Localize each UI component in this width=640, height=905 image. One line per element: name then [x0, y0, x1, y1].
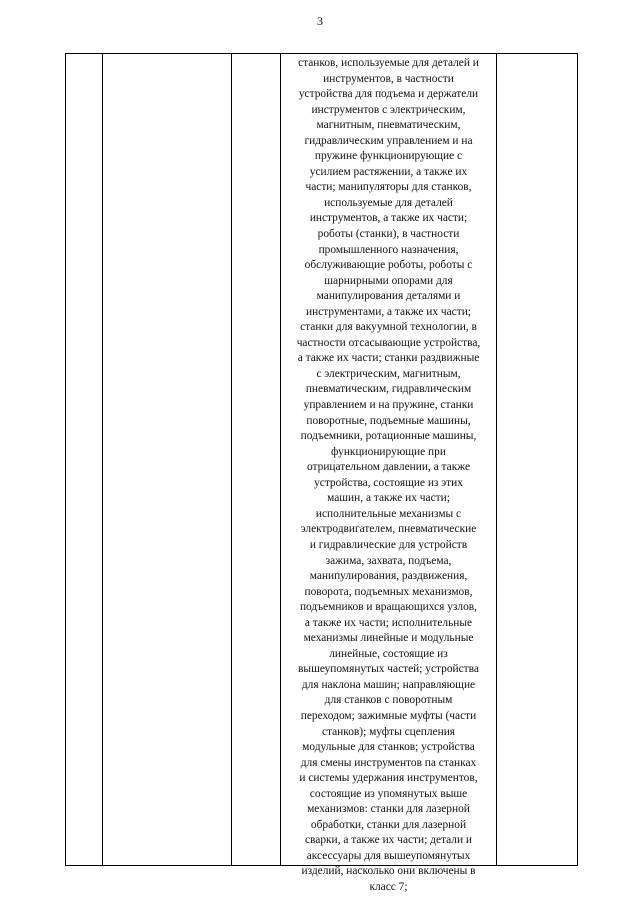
page-number: 3 — [317, 14, 323, 28]
description-line: зажима, захвата, подъема, — [325, 554, 452, 567]
description-line: станков); муфты сцепления — [321, 725, 456, 738]
description-line: усилием растяжении, а также их — [309, 165, 468, 178]
description-line: переходом; зажимные муфты (части — [300, 709, 477, 722]
column-divider — [102, 54, 103, 865]
description-line: пружине функционирующие с — [314, 150, 463, 163]
description-line: машин, а также их части; — [327, 492, 450, 505]
description-line: инструментами, а также их части; — [306, 305, 471, 318]
description-line: линейные, состоящие из — [329, 647, 448, 660]
description-line: класс 7; — [369, 880, 408, 893]
column-divider — [280, 54, 281, 865]
description-line: пневматическим, гидравлическим — [305, 383, 472, 396]
description-line: исполнительные механизмы с — [315, 507, 462, 520]
description-line: электродвигателем, пневматические — [300, 523, 477, 536]
description-line: манипулирования, раздвижения, — [309, 570, 468, 583]
description-line: используемые для деталей — [324, 196, 453, 209]
column-divider — [496, 54, 497, 865]
description-line: управлением и на пружине, станки — [303, 399, 474, 412]
description-line: состоящие из упомянутых выше — [309, 787, 468, 800]
description-line: для смены инструментов па станках — [300, 756, 477, 769]
description-line: шарнирными опорами для — [324, 274, 453, 287]
description-line: обработки, станки для лазерной — [310, 818, 467, 831]
description-line: модульные для станков; устройства — [302, 741, 475, 754]
description-line: сварки, а также их части; детали и — [304, 834, 472, 847]
description-line: инструментов, в частности — [323, 72, 454, 85]
description-line: станков, используемые для деталей и — [298, 57, 479, 69]
description-line: поворота, подъемных механизмов, — [304, 585, 473, 598]
description-line: частности отсасывающие устройства, — [296, 336, 481, 349]
description-line: подъемников и вращающихся узлов, — [299, 601, 478, 614]
description-line: для наклона машин; направляющие — [301, 678, 476, 691]
description-line: магнитным, пневматическим, — [316, 119, 461, 132]
description-line: гидравлическим управлением и на — [304, 134, 473, 147]
description-line: и гидравлические для устройств — [309, 538, 468, 551]
goods-description-cell — [282, 56, 495, 896]
description-line: станки для вакуумной технологии, в — [300, 321, 477, 334]
goods-table — [65, 53, 578, 893]
description-line: и системы удержания инструментов, — [299, 772, 478, 785]
description-line: обслуживающие роботы, роботы с — [304, 259, 473, 272]
description-line: устройства для подъема и держатели — [298, 88, 479, 101]
description-line: роботы (станки), в частности — [317, 228, 460, 241]
column-divider — [231, 54, 232, 865]
description-line: аксессуары для вышеупомянутых — [306, 849, 471, 862]
description-line: с электрическим, магнитным, — [316, 367, 461, 380]
description-line: подъемники, ротационные машины, — [300, 430, 477, 443]
description-line: манипулирования деталями и — [316, 290, 461, 303]
description-line: для станков с поворотным — [324, 694, 453, 707]
description-line: поворотные, подъемные машины, — [306, 414, 471, 427]
description-line: функционирующие при — [331, 445, 446, 458]
description-line: механизмов: станки для лазерной — [307, 803, 470, 816]
description-line: инструментов с электрическим, — [311, 103, 466, 116]
description-line: а также их части; станки раздвижные — [297, 352, 480, 365]
description-line: механизмы линейные и модульные — [303, 632, 474, 645]
description-line: вышеупомянутых частей; устройства — [298, 663, 479, 676]
description-line: изделий, насколько они включены в — [301, 865, 476, 878]
description-line: а также их части; исполнительные — [304, 616, 473, 629]
description-line: промышленного назначения, — [318, 243, 459, 256]
description-line: устройства, состоящие из этих — [314, 476, 463, 489]
description-line: части; манипуляторы для станков, — [305, 181, 472, 194]
description-line: инструментов, а также их части; — [309, 212, 468, 225]
description-line: отрицательном давлении, а также — [306, 461, 471, 474]
